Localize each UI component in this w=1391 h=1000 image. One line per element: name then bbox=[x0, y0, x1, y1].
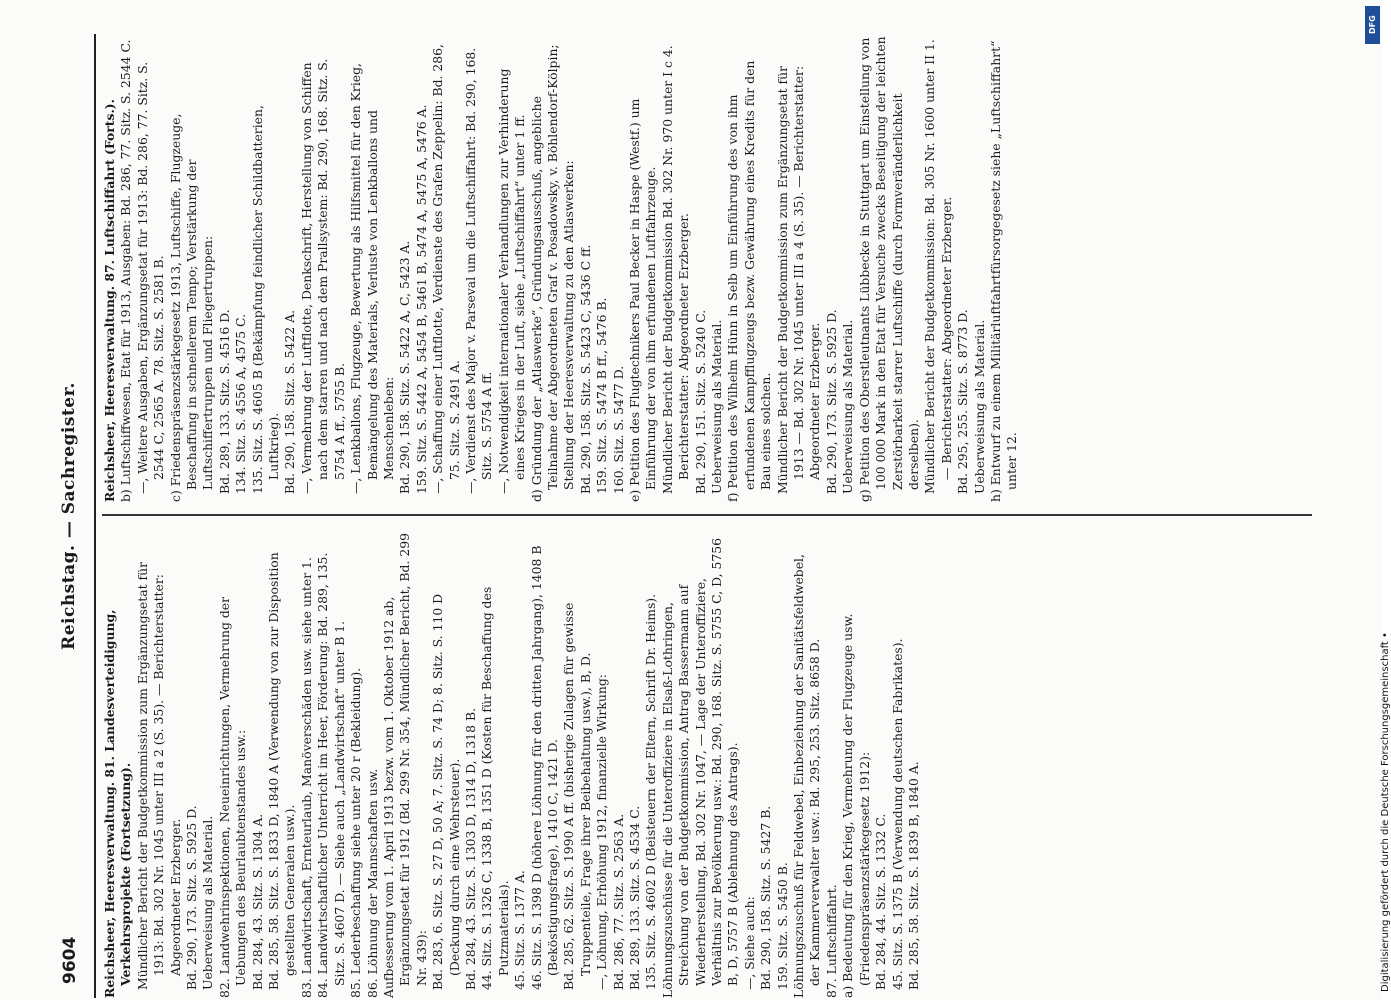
index-entry: 45. Sitz. S. 1375 B (Verwendung deutschen Fabrikates). bbox=[889, 638, 905, 990]
index-entry: Ueberweisung als Material. bbox=[971, 319, 987, 494]
index-entry: Aufbesserung vom 1. April 1913 bezw. vom 1. Oktober 1912 ab, Ergänzungsetat für 1912 (Bd. 299 Nr. 354, Mündlicher Bericht, Bd. 299 Nr. 439): bbox=[380, 533, 429, 998]
page-header bbox=[50, 34, 94, 998]
index-entry: Ueberweisung als Material. bbox=[840, 319, 856, 494]
column-divider bbox=[102, 515, 1312, 517]
index-entry: f) Petition des Wilhelm Hünn in Selb um Einführung des von ihm erfundenen Kampfflugzeugs bezw. Gewährung eines Kredits für den Bau eines solchen. bbox=[725, 60, 774, 502]
index-entry: —, Weitere Ausgaben, Ergänzungsetat für 1913: Bd. 286, 77. Sitz. S. 2544 C, 2565 A. 78. Sitz. S. 2581 B. bbox=[134, 61, 167, 494]
right-column bbox=[102, 34, 1322, 502]
header-rule bbox=[94, 34, 96, 998]
dfg-logo: DFG bbox=[1365, 6, 1380, 44]
index-entry: Bd. 285, 62. Sitz. S. 1990 A ff. (bisherige Zulagen für gewisse Truppenteile, Frage ihrer Beibehaltung usw.), B, D. bbox=[561, 602, 593, 990]
index-entry: —, Vermehrung der Luftflotte, Denkschrift, Herstellung von Schiffen nach dem starren und nach dem Prallsystem: Bd. 290, 168. Sitz. S. 5754 A ff., 5755 B. bbox=[298, 58, 347, 494]
index-entry: Bd. 284, 43. Sitz. S. 1304 A. bbox=[249, 813, 265, 990]
index-entry: e) Petition des Flugtechnikers Paul Becker in Haspe (Westf.) um Einführung der von ihm erfundenen Luftfahrzeuge. bbox=[627, 98, 659, 502]
page-number: 9604 bbox=[60, 936, 80, 984]
index-entry: 46. Sitz. S. 1398 D (höhere Löhnung für den dritten Jahrgang), 1408 B (Beköstigungsfrage), 1410 C, 1421 D. bbox=[528, 545, 560, 990]
index-entry: Mündlicher Bericht der Budgetkommission zum Ergänzungsetat für 1913 — Bd. 302 Nr. 1045 unter III a 4 (S. 35). — Berichterstatter: Abgeordneter Erzberger. bbox=[774, 65, 823, 494]
index-entry: Mündlicher Bericht der Budgetkommission Bd. 302 Nr. 970 unter I c 4. Berichterstatter: Abgeordneter Erzberger. bbox=[659, 45, 692, 494]
index-entry: 159. Sitz. S. 5474 B ff., 5476 B. bbox=[594, 297, 610, 494]
index-entry: c) Friedenspräsenzstärkegesetz 1913, Luftschiffe, Flugzeuge, Beschaffung in schnellerem Tempo; Verstärkung der Luftschiffertruppen und Fliegertruppen: bbox=[167, 113, 216, 502]
index-entry: Bd. 285, 58. Sitz. S. 1839 B, 1840 A. bbox=[905, 761, 921, 990]
digitization-credit: Digitalisierung gefördert durch die Deutsche Forschungsgemeinschaft • bbox=[1380, 632, 1391, 992]
index-entry: 159. Sitz. S. 5442 A, 5454 B, 5461 B, 5474 A, 5475 A, 5476 A. bbox=[413, 104, 429, 494]
index-entry: —, Siehe auch: bbox=[741, 896, 757, 990]
index-entry: —, Verdienst des Major v. Parseval um die Luftschiffahrt: Bd. 290, 168. Sitz. S. 5754 A ff. bbox=[462, 47, 495, 494]
index-entry: Bd. 290, 158. Sitz. S. 5422 A, C, 5423 A. bbox=[397, 240, 413, 494]
index-entry: Mündlicher Bericht der Budgetkommission zum Ergänzungsetat für 1913: Bd. 302 Nr. 1045 unter III a 2 (S. 35). — Berichterstatter: Abgeordneter Erzberger. bbox=[134, 561, 183, 990]
index-entry: 86. Löhnung der Mannschaften usw. bbox=[364, 768, 380, 998]
index-entry: Ueberweisung als Material. bbox=[200, 815, 216, 990]
rotated-page-content bbox=[50, 34, 1328, 998]
index-entry: b) Luftschiffwesen, Etat für 1913, Ausgaben: Bd. 286, 77. Sitz. S. 2544 C. bbox=[118, 39, 134, 502]
index-entry: —, Lenkballons, Flugzeuge, Bewertung als Hilfsmittel für den Krieg, Bemängelung des Materials, Verluste von Lenkballons und Menschenleben: bbox=[348, 63, 396, 494]
index-entry: 44. Sitz. S. 1326 C, 1338 B, 1351 D (Kosten für Beschaffung des Putzmaterials). bbox=[479, 586, 511, 990]
index-entry: Bd. 290, 151. Sitz. S. 5240 C. bbox=[692, 309, 708, 494]
index-entry: 87. Luftschiffahrt. bbox=[823, 884, 839, 998]
index-entry: 134. Sitz. S. 4556 A, 4575 C. bbox=[233, 313, 249, 494]
index-entry: g) Petition des Oberstleutnants Lübbecke in Stuttgart um Einstellung von 100 000 Mark in den Etat für Versuche zwecks Beseitigung der leichten Zerstörbarkeit starrer Luftschiffe (durch Formveränderlichkeit derselben). bbox=[856, 36, 921, 502]
page-title: Reichstag. — Sachregister. bbox=[59, 382, 79, 650]
index-entry: Bd. 289, 133. Sitz. S. 4534 C. bbox=[627, 805, 642, 990]
digitization-sidebar bbox=[1362, 0, 1391, 1000]
index-entry: Bd. 290, 173. Sitz. S. 5925 D. bbox=[184, 805, 200, 990]
index-entry: Ueberweisung als Material. bbox=[709, 319, 725, 494]
index-entry: Bd. 286, 77. Sitz. S. 2563 A. bbox=[610, 813, 626, 990]
index-entry: 135. Sitz. S. 4605 B (Bekämpfung feindlicher Schildbatterien, Luftkrieg). bbox=[249, 105, 282, 494]
index-entry: 83. Landwirtschaft, Ernteurlaub, Manöverschäden usw. siehe unter 1. bbox=[298, 557, 314, 998]
index-entry: —, Löhnung, Erhöhung 1912, finanzielle Wirkung: bbox=[594, 674, 610, 990]
index-entry: 45. Sitz. S. 1377 A. bbox=[512, 870, 528, 990]
index-entry: Bd. 290, 158. Sitz. S. 5423 C, 5436 C ff. bbox=[577, 244, 593, 494]
index-entry: 84. Landwirtschaftlicher Unterricht im Heer, Förderung: Bd. 289, 135. Sitz. S. 4607 D. — Siehe auch „Landwirtschaft“ unter B 1. bbox=[315, 552, 347, 998]
index-entry: Reichsheer, Heeresverwaltung. 81. Landesverteidigung, Verkehrsprojekte (Fortsetzung). bbox=[102, 609, 134, 998]
index-entry: Bd. 285, 58. Sitz. S. 1833 D, 1840 A (Verwendung von zur Disposition gestellten Generalen usw.). bbox=[266, 552, 298, 990]
index-entry: Bd. 290, 158. Sitz. S. 5422 A. bbox=[282, 309, 298, 494]
index-entry: 85. Lederbeschaffung siehe unter 20 r (Bekleidung). bbox=[348, 667, 364, 998]
index-entry: —, Schaffung einer Luftflotte, Verdienste des Grafen Zeppelin: Bd. 286, 75. Sitz. S. 2491 A. bbox=[430, 44, 462, 494]
index-entry: d) Gründung der „Atlaswerke“, Gründungsausschuß, angebliche Teilnahme der Abgeordneten Graf v. Posadowsky, v. Böhlendorf-Kölpin; Stellung der Heeresverwaltung zu den Atlaswerken: bbox=[528, 44, 577, 502]
index-entry: Bd. 289, 133. Sitz. S. 4516 D. bbox=[216, 309, 232, 494]
index-entry: Löhnungszuschuß für Feldwebel, Einbeziehung der Sanitätsfeldwebel, der Kammerverwalter usw.: Bd. 295, 253. Sitz. 8658 D. bbox=[791, 554, 823, 998]
index-entry: Mündlicher Bericht der Budgetkommission: Bd. 305 Nr. 1600 unter II 1. — Berichterstatter: Abgeordneter Erzberger. bbox=[922, 39, 954, 494]
left-column bbox=[102, 530, 1322, 998]
index-entry: 135. Sitz. S. 4602 D (Beisteuern der Eltern, Schrift Dr. Heims). bbox=[643, 593, 659, 990]
index-entry: Löhnungszuschüsse für die Unteroffiziere in Elsaß-Lothringen, Streichung von der Budgetkommission, Antrag Bassermann auf Wiederherstellung, Bd. 302 Nr. 1047, — Lage der Unteroffiziere, Verhältnis zur Bevölkerung usw.: Bd. 290, 168. Sitz. S. 5755 C, D, 5756 B, D, 5757 B (Ablehnung des Antrags). bbox=[659, 538, 741, 998]
index-entry: 82. Landwehrinspektionen, Neueinrichtungen, Vermehrung der Uebungen des Beurlaubtenstandes usw.: bbox=[216, 596, 249, 998]
index-entry: Bd. 284, 43. Sitz. S. 1303 D, 1314 D, 1318 B. bbox=[462, 707, 478, 990]
index-entry: Reichsheer, Heeresverwaltung. 87. Luftschiffahrt (Forts.). bbox=[102, 99, 117, 502]
index-entry: 159. Sitz. S. 5450 B. bbox=[774, 862, 790, 990]
index-entry: Bd. 290, 158. Sitz. S. 5427 B. bbox=[758, 805, 774, 990]
index-entry: 160. Sitz. S. 5477 D. bbox=[610, 365, 626, 494]
index-entry: —, Notwendigkeit internationaler Verhandlungen zur Verhinderung eines Krieges in der Luft, siehe „Luftschiffahrt“ unter 1 ff. bbox=[495, 68, 528, 494]
index-entry: a) Bedeutung für den Krieg, Vermehrung der Flugzeuge usw. (Friedenspräsenzstärkegesetz 1912): bbox=[840, 613, 872, 998]
index-entry: Bd. 284, 44. Sitz. S. 1332 C. bbox=[873, 813, 889, 990]
index-entry: Bd. 290, 173. Sitz. S. 5925 D. bbox=[823, 309, 839, 494]
index-entry: Bd. 283, 6. Sitz. S. 27 D, 50 A; 7. Sitz. S. 74 D; 8. Sitz. S. 110 D (Deckung durch eine Wehrsteuer). bbox=[430, 593, 462, 990]
index-entry: h) Entwurf zu einem Militärluftfahrtfürsorgegesetz siehe „Luftschiffahrt“ unter 12. bbox=[987, 40, 1020, 502]
index-entry: Bd. 295, 255. Sitz. S. 8773 D. bbox=[955, 309, 971, 494]
